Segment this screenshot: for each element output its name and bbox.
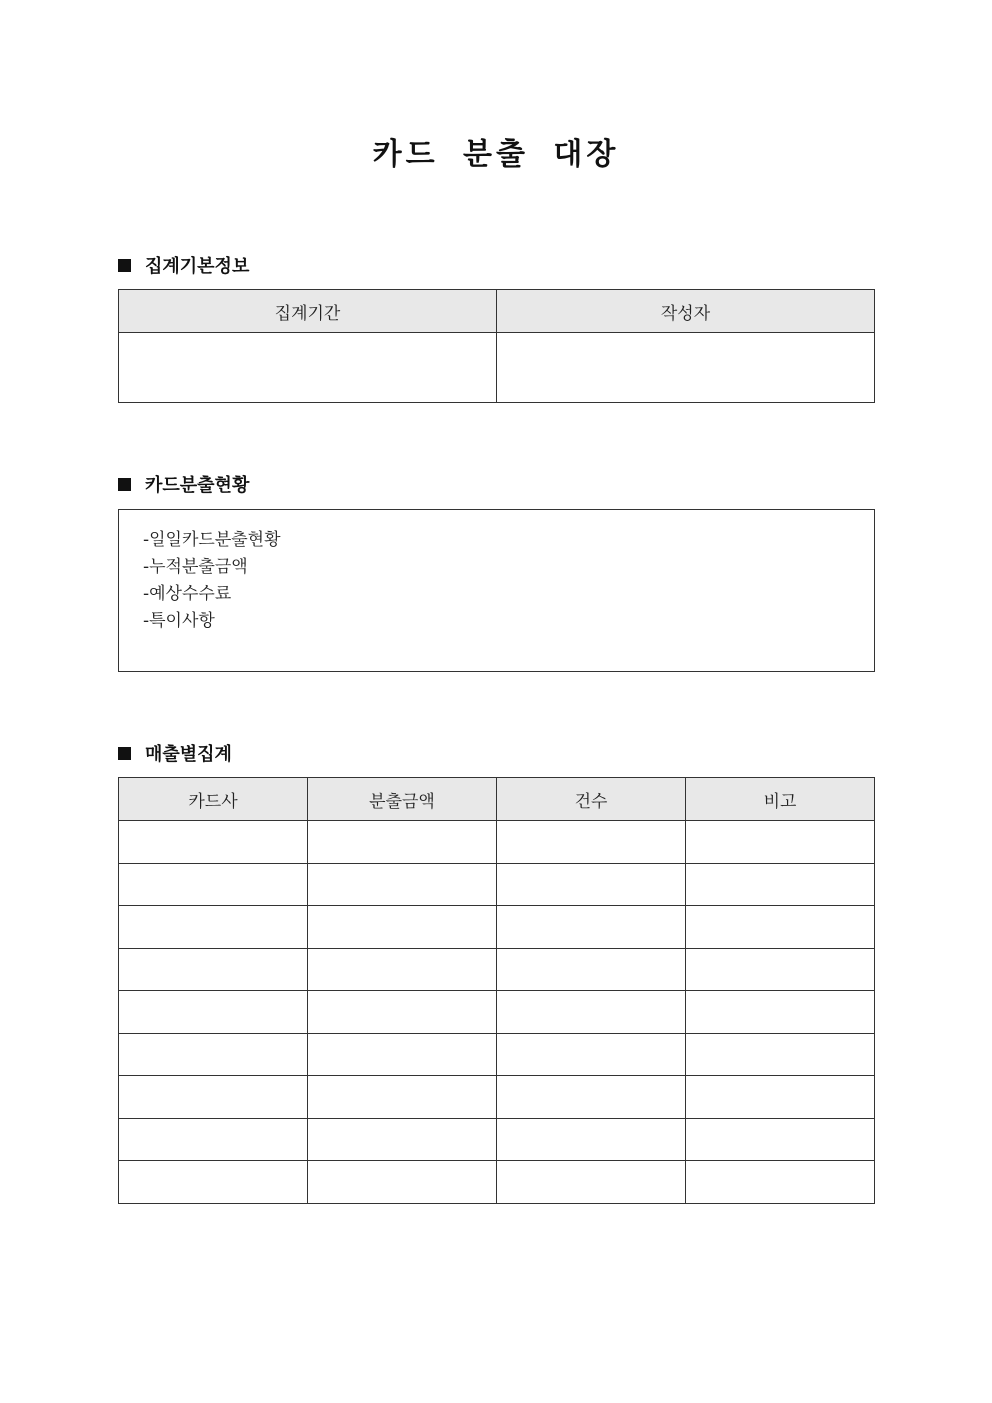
card-status-heading bbox=[118, 471, 249, 497]
table-cell[interactable] bbox=[119, 1076, 308, 1119]
table-cell[interactable] bbox=[497, 821, 686, 864]
sales-summary-heading-label: 매출별집계 bbox=[145, 744, 232, 765]
table-row bbox=[119, 863, 875, 906]
table-cell[interactable] bbox=[308, 1076, 497, 1119]
table-cell[interactable] bbox=[119, 1118, 308, 1161]
table-cell[interactable] bbox=[308, 1033, 497, 1076]
square-bullet-icon bbox=[118, 259, 131, 272]
table-cell[interactable] bbox=[686, 906, 875, 949]
card-status-list bbox=[119, 510, 874, 635]
table-row bbox=[119, 906, 875, 949]
list-item: -누적분출금액 bbox=[143, 557, 248, 577]
sales-summary-table bbox=[118, 777, 875, 1204]
period-value-cell[interactable] bbox=[119, 333, 497, 403]
document-title: 카드 분출 대장 bbox=[372, 137, 620, 172]
table-cell[interactable] bbox=[308, 948, 497, 991]
column-header-card-company: 카드사 bbox=[119, 778, 308, 821]
list-item: -일일카드분출현황 bbox=[143, 530, 281, 550]
table-row bbox=[119, 333, 875, 403]
column-header-remarks: 비고 bbox=[686, 778, 875, 821]
square-bullet-icon bbox=[118, 478, 131, 491]
table-cell[interactable] bbox=[686, 1076, 875, 1119]
table-cell[interactable] bbox=[686, 948, 875, 991]
table-cell[interactable] bbox=[308, 991, 497, 1034]
table-cell[interactable] bbox=[497, 1161, 686, 1204]
table-cell[interactable] bbox=[497, 1033, 686, 1076]
table-cell[interactable] bbox=[119, 863, 308, 906]
table-row bbox=[119, 991, 875, 1034]
column-header-period: 집계기간 bbox=[119, 290, 497, 333]
table-cell[interactable] bbox=[308, 821, 497, 864]
square-bullet-icon bbox=[118, 747, 131, 760]
column-header-count: 건수 bbox=[497, 778, 686, 821]
list-item: -예상수수료 bbox=[143, 584, 232, 604]
table-header-row bbox=[119, 778, 875, 821]
table-cell[interactable] bbox=[686, 991, 875, 1034]
table-cell[interactable] bbox=[497, 1076, 686, 1119]
table-row bbox=[119, 1076, 875, 1119]
table-row bbox=[119, 821, 875, 864]
table-cell[interactable] bbox=[686, 1161, 875, 1204]
author-value-cell[interactable] bbox=[497, 333, 875, 403]
table-cell[interactable] bbox=[119, 948, 308, 991]
table-cell[interactable] bbox=[308, 1118, 497, 1161]
table-cell[interactable] bbox=[686, 1033, 875, 1076]
sales-summary-heading bbox=[118, 740, 232, 766]
table-cell[interactable] bbox=[497, 1118, 686, 1161]
table-cell[interactable] bbox=[119, 991, 308, 1034]
table-cell[interactable] bbox=[308, 906, 497, 949]
table-cell[interactable] bbox=[308, 1161, 497, 1204]
table-cell[interactable] bbox=[497, 991, 686, 1034]
table-row bbox=[119, 1161, 875, 1204]
table-cell[interactable] bbox=[686, 863, 875, 906]
table-cell[interactable] bbox=[119, 821, 308, 864]
basic-info-heading bbox=[118, 252, 249, 278]
list-item: -특이사항 bbox=[143, 611, 215, 631]
table-cell[interactable] bbox=[686, 821, 875, 864]
table-header-row bbox=[119, 290, 875, 333]
table-row bbox=[119, 948, 875, 991]
basic-info-table bbox=[118, 289, 875, 403]
table-cell[interactable] bbox=[119, 906, 308, 949]
table-cell[interactable] bbox=[497, 948, 686, 991]
table-row bbox=[119, 1033, 875, 1076]
table-row bbox=[119, 1118, 875, 1161]
table-cell[interactable] bbox=[497, 906, 686, 949]
table-cell[interactable] bbox=[308, 863, 497, 906]
card-status-heading-label: 카드분출현황 bbox=[145, 475, 250, 496]
table-cell[interactable] bbox=[119, 1033, 308, 1076]
table-cell[interactable] bbox=[686, 1118, 875, 1161]
basic-info-heading-label: 집계기본정보 bbox=[145, 256, 250, 277]
column-header-author: 작성자 bbox=[497, 290, 875, 333]
column-header-amount: 분출금액 bbox=[308, 778, 497, 821]
table-cell[interactable] bbox=[497, 863, 686, 906]
table-cell[interactable] bbox=[119, 1161, 308, 1204]
card-status-box bbox=[118, 509, 875, 672]
